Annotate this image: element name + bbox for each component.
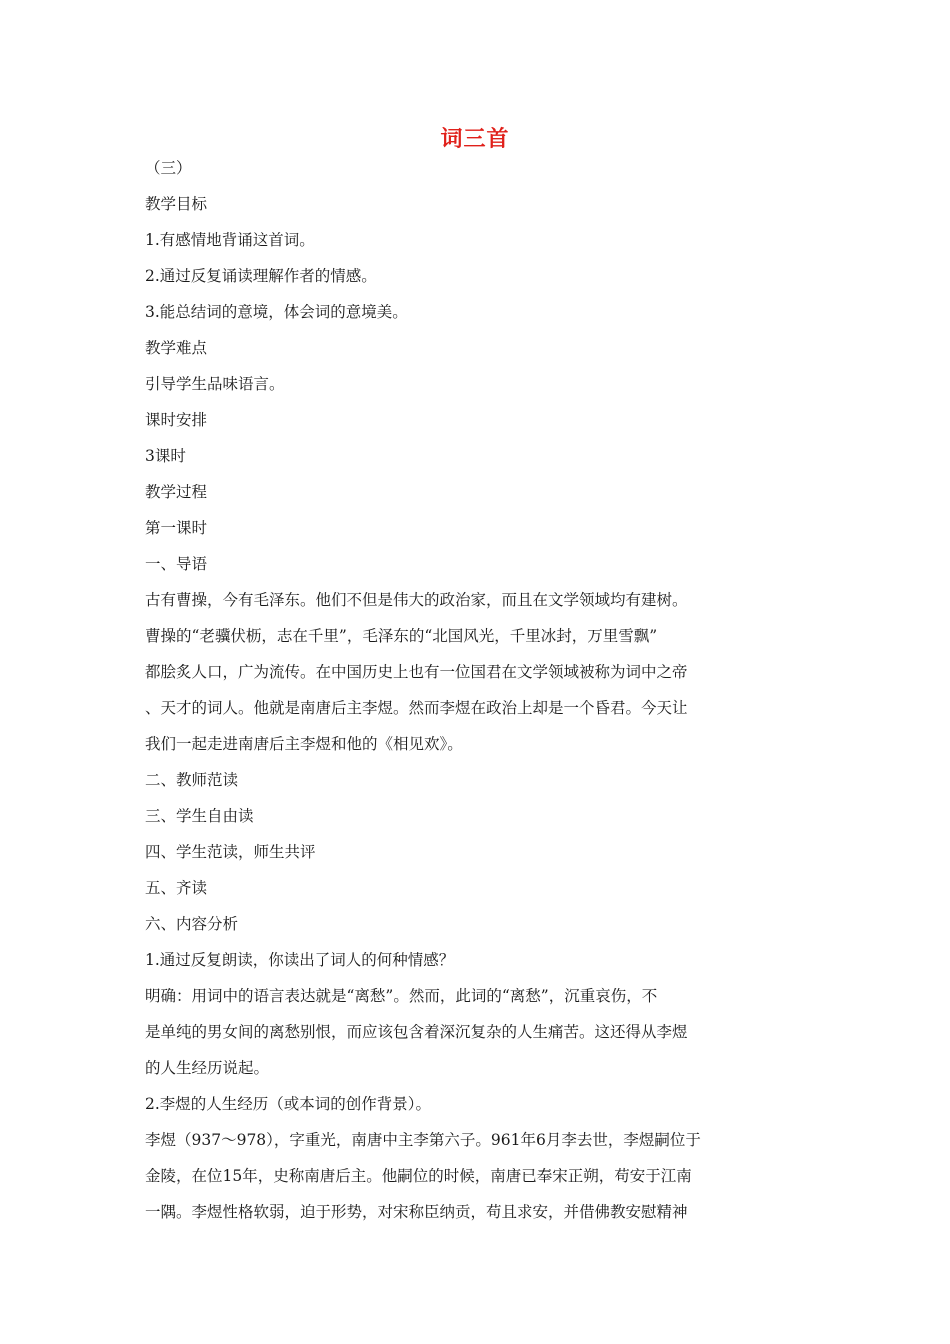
paragraph-line: 、天才的词人。他就是南唐后主李煜。然而李煜在政治上却是一个昏君。今天让 <box>145 699 688 717</box>
document-body <box>145 150 745 1230</box>
text-line: 1.有感情地背诵这首词。 <box>145 231 315 249</box>
section-heading: 六、内容分析 <box>145 915 239 933</box>
paragraph-line: 古有曹操，今有毛泽东。他们不但是伟大的政治家，而且在文学领域均有建树。 <box>145 591 688 609</box>
paragraph-line: 我们一起走进南唐后主李煜和他的《相见欢》。 <box>145 735 463 753</box>
text-line: 1.通过反复朗读，你读出了词人的何种情感？ <box>145 951 455 969</box>
section-heading: 三、学生自由读 <box>145 807 254 825</box>
text-line: 3课时 <box>145 447 186 465</box>
paragraph-line: 是单纯的男女间的离愁别恨，而应该包含着深沉复杂的人生痛苦。这还得从李煜 <box>145 1023 688 1041</box>
section-heading: 四、学生范读，师生共评 <box>145 843 316 861</box>
section-heading: 第一课时 <box>145 519 208 537</box>
text-line: 2.通过反复诵读理解作者的情感。 <box>145 267 377 285</box>
section-heading: 五、齐读 <box>145 879 208 897</box>
section-heading: 教学难点 <box>145 339 208 357</box>
section-heading: 二、教师范读 <box>145 771 239 789</box>
section-heading: 课时安排 <box>145 411 208 429</box>
paragraph-line: 李煜（937～978），字重光，南唐中主李第六子。961年6月李去世，李煜嗣位于 <box>145 1131 701 1149</box>
paragraph-line: 金陵，在位15年，史称南唐后主。他嗣位的时候，南唐已奉宋正朔，苟安于江南 <box>145 1167 692 1185</box>
paragraph-line: 曹操的“老骥伏枥，志在千里”，毛泽东的“北国风光，千里冰封，万里雪飘” <box>145 627 658 645</box>
paragraph-line: 的人生经历说起。 <box>145 1059 270 1077</box>
paragraph-line: 明确：用词中的语言表达就是“离愁”。然而，此词的“离愁”，沉重哀伤，不 <box>145 987 658 1005</box>
paragraph-line: 一隅。李煜性格软弱，迫于形势，对宋称臣纳贡，苟且求安，并借佛教安慰精神 <box>145 1203 688 1221</box>
section-heading: 一、导语 <box>145 555 208 573</box>
section-heading: 教学目标 <box>145 195 208 213</box>
document-title: 词三首 <box>440 127 510 152</box>
text-line: 引导学生品味语言。 <box>145 375 285 393</box>
text-line: 2.李煜的人生经历（或本词的创作背景）。 <box>145 1095 432 1113</box>
text-line: （三） <box>145 159 192 177</box>
text-line: 3.能总结词的意境，体会词的意境美。 <box>145 303 408 321</box>
paragraph-line: 都脍炙人口，广为流传。在中国历史上也有一位国君在文学领域被称为词中之帝 <box>145 663 688 681</box>
section-heading: 教学过程 <box>145 483 208 501</box>
